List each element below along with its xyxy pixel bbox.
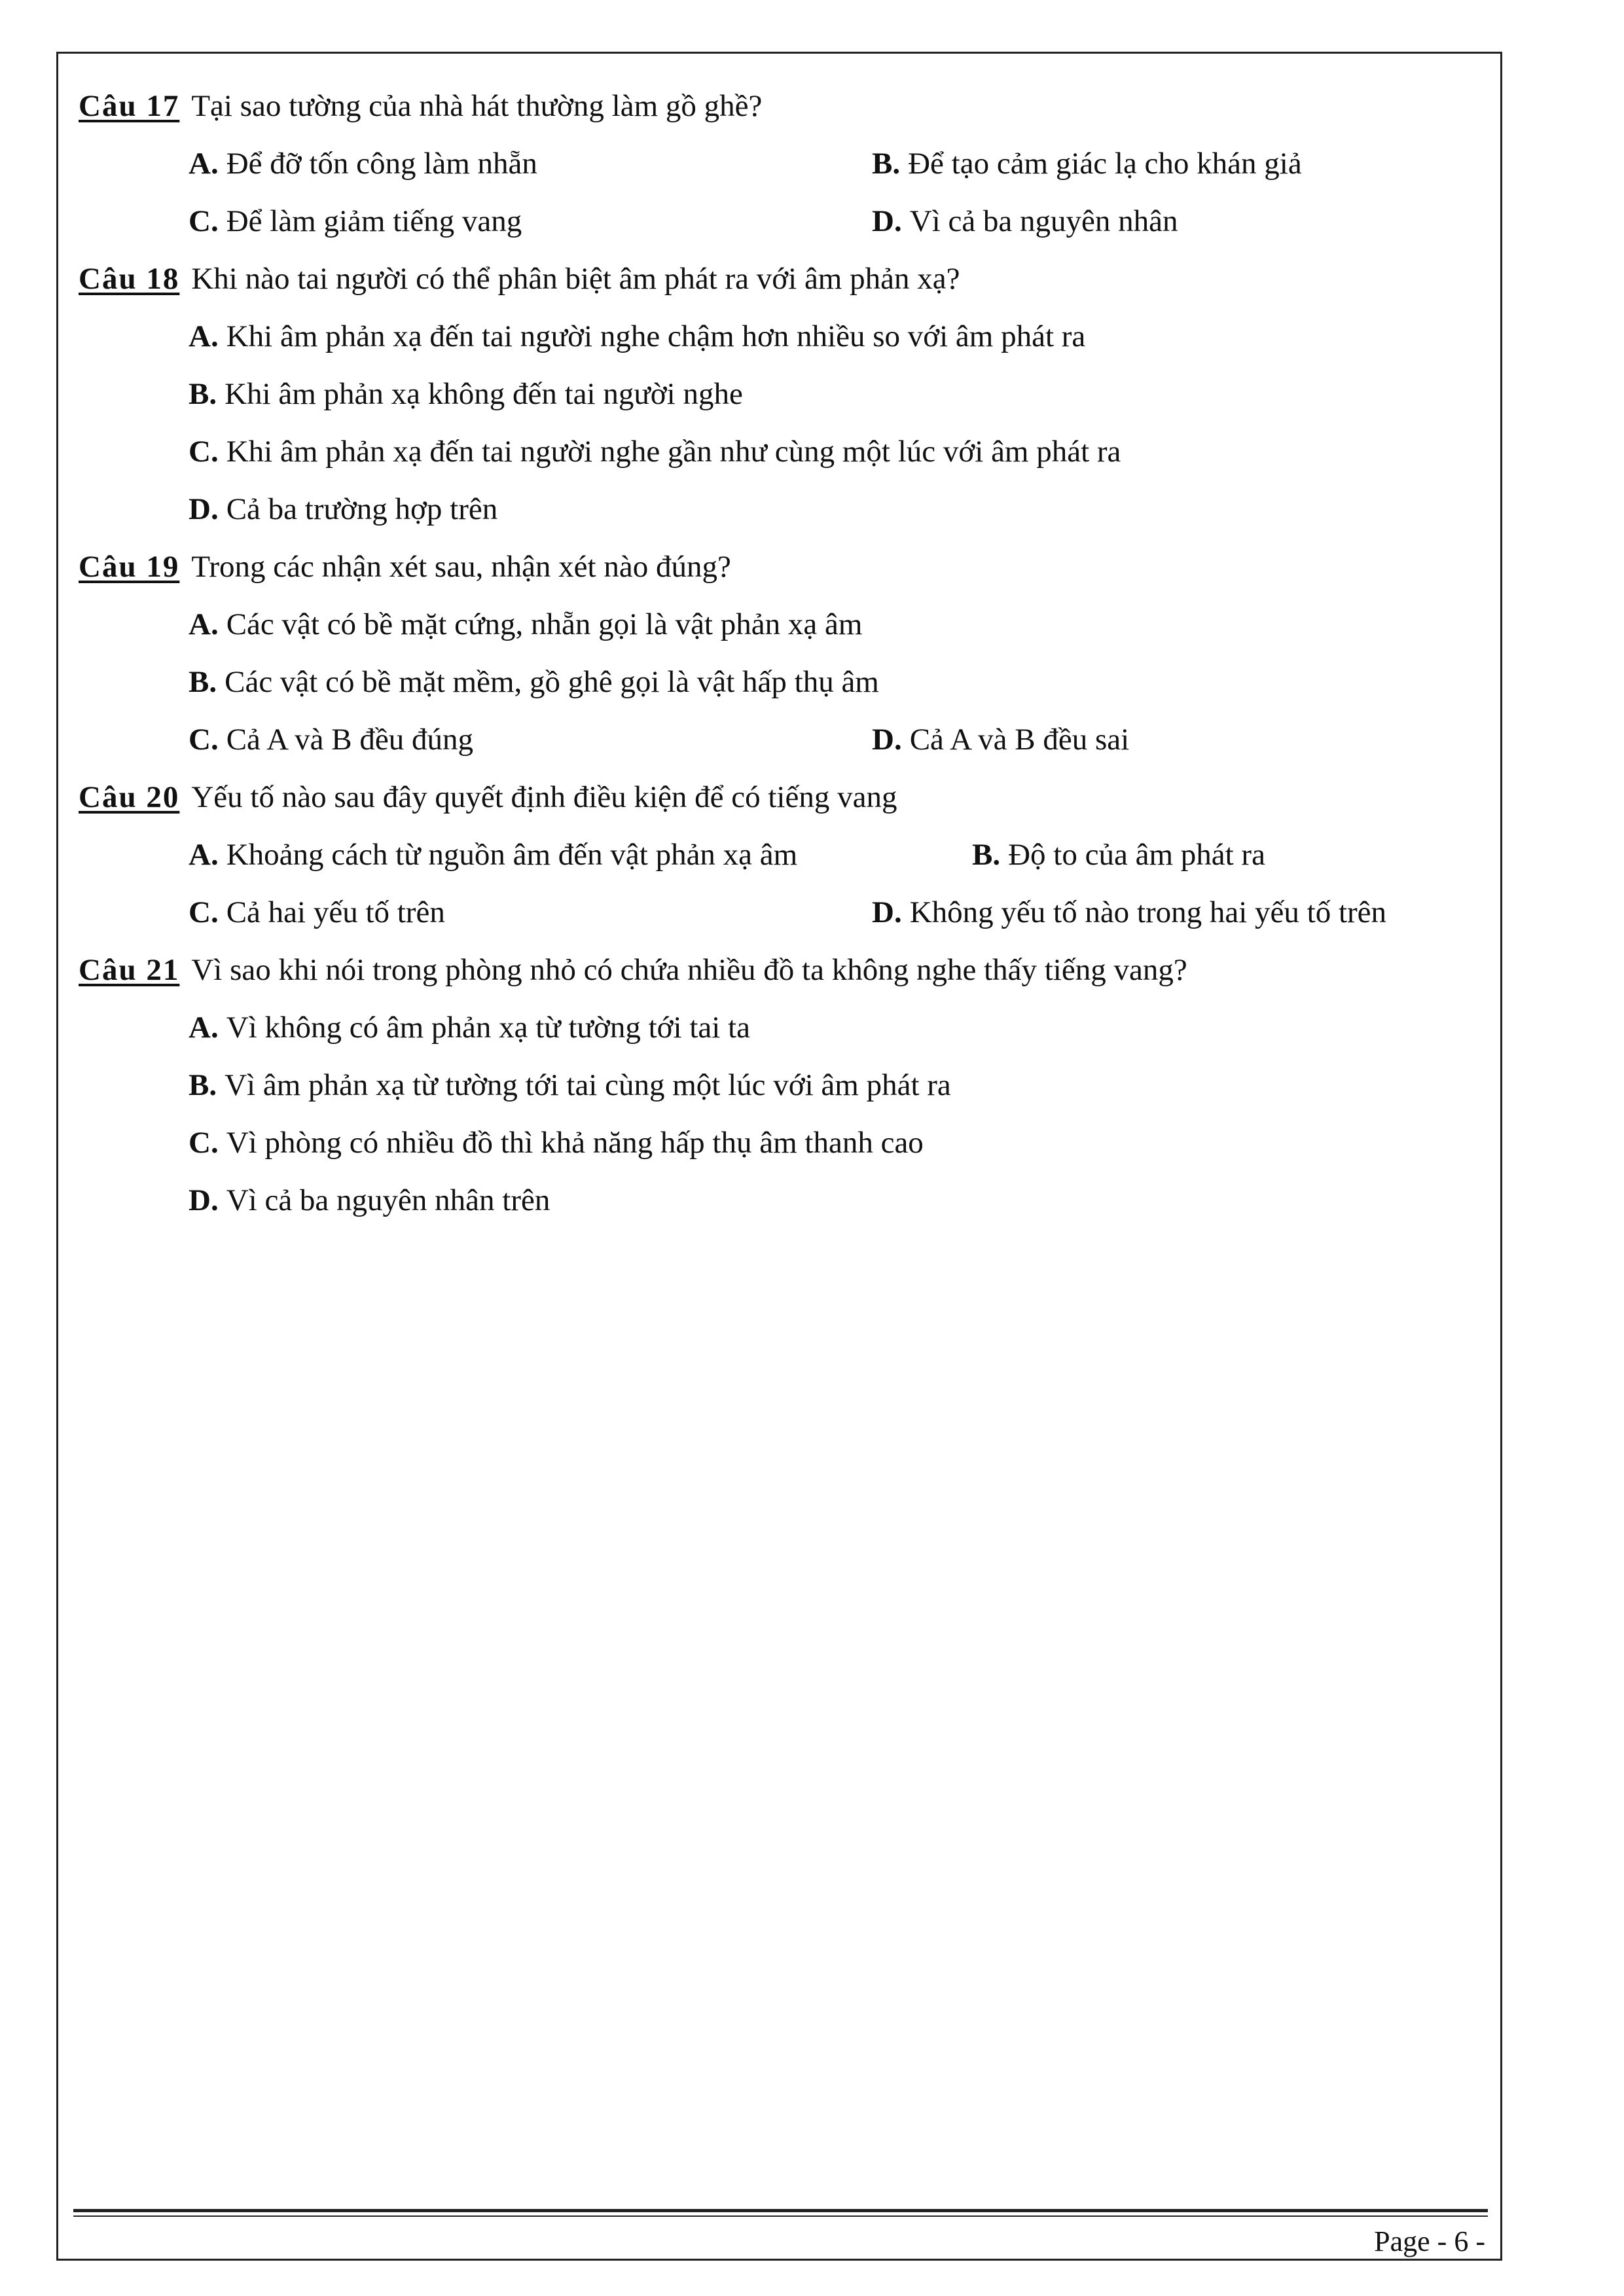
- option-letter: D.: [189, 492, 219, 526]
- question-label: Câu 20: [79, 780, 180, 814]
- option-text: Vì âm phản xạ từ tường tới tai cùng một lúc với âm phát ra: [225, 1068, 951, 1102]
- option-b: [872, 135, 1302, 192]
- question-19-prompt: [79, 538, 1492, 596]
- question-label: Câu 17: [79, 89, 180, 123]
- option-b: [79, 653, 1492, 711]
- option-text: Vì phòng có nhiều đồ thì khả năng hấp thụ âm thanh cao: [226, 1126, 924, 1160]
- option-row: [79, 135, 1492, 192]
- option-text: Để đỡ tốn công làm nhẵn: [226, 147, 537, 181]
- option-letter: A.: [189, 838, 219, 872]
- option-letter: B.: [872, 147, 901, 181]
- option-letter: C.: [189, 435, 219, 469]
- option-a: [79, 596, 1492, 653]
- option-c: [79, 1114, 1492, 1172]
- option-d: [872, 711, 1129, 768]
- question-20-prompt: [79, 768, 1492, 826]
- option-a: [189, 135, 537, 192]
- question-21: [79, 941, 1492, 1229]
- option-letter: A.: [189, 607, 219, 641]
- page-number: Page - 6 -: [1374, 2225, 1485, 2257]
- option-letter: A.: [189, 1011, 219, 1045]
- question-text: Khi nào tai người có thể phân biệt âm phát ra với âm phản xạ?: [191, 262, 960, 296]
- option-d: [872, 192, 1178, 250]
- option-text: Vì cả ba nguyên nhân trên: [226, 1183, 550, 1217]
- option-letter: A.: [189, 147, 219, 181]
- option-letter: C.: [189, 1126, 219, 1160]
- option-text: Độ to của âm phát ra: [1008, 838, 1265, 872]
- option-text: Không yếu tố nào trong hai yếu tố trên: [909, 895, 1387, 929]
- option-d: [872, 884, 1386, 941]
- option-letter: B.: [189, 377, 217, 411]
- option-letter: D.: [872, 723, 902, 757]
- option-c: [189, 192, 522, 250]
- option-a: [79, 999, 1492, 1056]
- option-letter: C.: [189, 723, 219, 757]
- question-21-prompt: [79, 941, 1492, 999]
- option-text: Vì cả ba nguyên nhân: [909, 204, 1178, 238]
- option-a: [189, 826, 797, 884]
- option-text: Khi âm phản xạ đến tai người nghe gần như cùng một lúc với âm phát ra: [226, 435, 1121, 469]
- option-c: [189, 884, 445, 941]
- option-text: Các vật có bề mặt mềm, gồ ghê gọi là vật hấp thụ âm: [225, 665, 879, 699]
- option-text: Cả A và B đều sai: [909, 723, 1130, 757]
- question-text: Tại sao tường của nhà hát thường làm gồ ghề?: [191, 89, 763, 123]
- option-text: Khi âm phản xạ không đến tai người nghe: [225, 377, 743, 411]
- option-c: [79, 423, 1492, 480]
- option-text: Vì không có âm phản xạ từ tường tới tai ta: [226, 1011, 750, 1045]
- option-row: [79, 192, 1492, 250]
- question-19: [79, 538, 1492, 768]
- option-text: Cả A và B đều đúng: [226, 723, 473, 757]
- option-letter: B.: [189, 665, 217, 699]
- question-label: Câu 21: [79, 953, 180, 987]
- option-text: Cả hai yếu tố trên: [226, 895, 445, 929]
- question-label: Câu 19: [79, 550, 180, 584]
- footer-divider: [73, 2215, 1488, 2217]
- question-18: [79, 250, 1492, 538]
- option-b: [972, 826, 1265, 884]
- option-letter: B.: [972, 838, 1001, 872]
- option-text: Khi âm phản xạ đến tai người nghe chậm hơn nhiều so với âm phát ra: [226, 319, 1086, 353]
- option-row: [79, 826, 1492, 884]
- option-letter: A.: [189, 319, 219, 353]
- question-17-prompt: [79, 77, 1492, 135]
- option-letter: D.: [872, 895, 902, 929]
- question-text: Yếu tố nào sau đây quyết định điều kiện để có tiếng vang: [191, 780, 897, 814]
- option-d: [79, 480, 1492, 538]
- question-text: Vì sao khi nói trong phòng nhỏ có chứa nhiều đồ ta không nghe thấy tiếng vang?: [191, 953, 1187, 987]
- option-row: [79, 884, 1492, 941]
- question-17: [79, 77, 1492, 250]
- option-text: Cả ba trường hợp trên: [226, 492, 498, 526]
- option-c: [189, 711, 473, 768]
- question-text: Trong các nhận xét sau, nhận xét nào đúng?: [191, 550, 731, 584]
- option-letter: D.: [189, 1183, 219, 1217]
- question-list: [79, 77, 1492, 1229]
- option-text: Khoảng cách từ nguồn âm đến vật phản xạ âm: [226, 838, 798, 872]
- option-a: [79, 308, 1492, 365]
- question-20: [79, 768, 1492, 941]
- option-text: Để tạo cảm giác lạ cho khán giả: [908, 147, 1302, 181]
- option-b: [79, 1056, 1492, 1114]
- option-letter: B.: [189, 1068, 217, 1102]
- option-b: [79, 365, 1492, 423]
- option-d: [79, 1172, 1492, 1229]
- option-text: Để làm giảm tiếng vang: [226, 204, 522, 238]
- question-18-prompt: [79, 250, 1492, 308]
- option-letter: C.: [189, 204, 219, 238]
- option-letter: D.: [872, 204, 902, 238]
- option-letter: C.: [189, 895, 219, 929]
- option-text: Các vật có bề mặt cứng, nhẵn gọi là vật phản xạ âm: [226, 607, 863, 641]
- footer-divider: [73, 2209, 1488, 2212]
- option-row: [79, 711, 1492, 768]
- question-label: Câu 18: [79, 262, 180, 296]
